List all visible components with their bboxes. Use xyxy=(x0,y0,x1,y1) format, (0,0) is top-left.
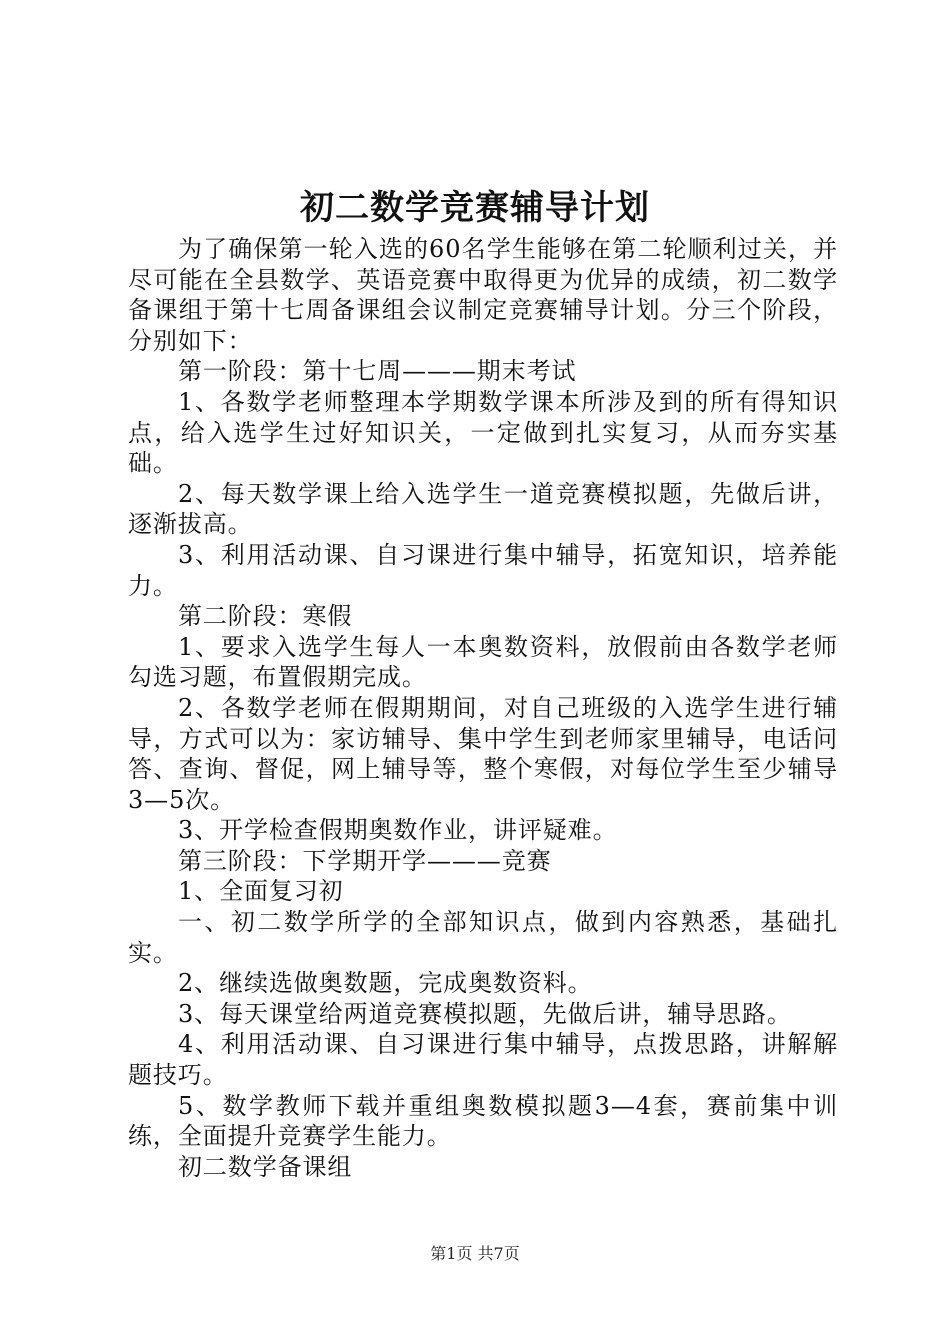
stage-two-item-1: 1、要求入选学生每人一本奥数资料，放假前由各数学老师勾选习题，布置假期完成。 xyxy=(128,632,838,692)
stage-three-heading: 第三阶段：下学期开学———竞赛 xyxy=(178,846,552,875)
stage-three-item-1-continued: 一、初二数学所学的全部知识点，做到内容熟悉，基础扎实。 xyxy=(128,908,838,967)
page-footer: 第1页 共7页 xyxy=(430,1244,520,1263)
stage-three-item-5: 5、数学教师下载并重组奥数模拟题3—4套，赛前集中训练，全面提升竞赛学生能力。 xyxy=(128,1091,838,1151)
stage-three-item-4: 4、利用活动课、自习课进行集中辅导，点拨思路，讲解解题技巧。 xyxy=(128,1030,838,1090)
intro-paragraph: 为了确保第一轮入选的60名学生能够在第二轮顺利过关，并尽可能在全县数学、英语竞赛中取得更为优异的成绩，初二数学备课组于第十七周备课组会议制定竞赛辅导计划。分三个阶段，分别如下： xyxy=(128,235,838,355)
stage-two-heading: 第二阶段：寒假 xyxy=(178,602,353,631)
stage-one-item-1: 1、各数学老师整理本学期数学课本所涉及到的所有得知识点，给入选学生过好知识关，一定做到扎实复习，从而夯实基础。 xyxy=(128,387,838,478)
signature-line: 初二数学备课组 xyxy=(178,1152,353,1181)
stage-one-item-2: 2、每天数学课上给入选学生一道竞赛模拟题，先做后讲，逐渐拔高。 xyxy=(128,479,838,539)
stage-three-item-2: 2、继续选做奥数题，完成奥数资料。 xyxy=(178,969,593,998)
stage-three-item-1: 1、全面复习初 xyxy=(178,877,344,906)
document-title: 初二数学竞赛辅导计划 xyxy=(300,188,650,228)
stage-two-item-3: 3、开学检查假期奥数作业，讲评疑难。 xyxy=(178,816,618,845)
document-body xyxy=(128,234,838,1182)
stage-two-item-2: 2、各数学老师在假期期间，对自己班级的入选学生进行辅导，方式可以为：家访辅导、集中学生到老师家里辅导，电话问答、查询、督促，网上辅导等，整个寒假，对每位学生至少辅导3—5次。 xyxy=(128,693,838,814)
stage-one-heading: 第一阶段：第十七周———期末考试 xyxy=(178,357,577,386)
stage-one-item-3: 3、利用活动课、自习课进行集中辅导，拓宽知识，培养能力。 xyxy=(128,540,838,600)
stage-three-item-3: 3、每天课堂给两道竞赛模拟题，先做后讲，辅导思路。 xyxy=(178,999,792,1028)
